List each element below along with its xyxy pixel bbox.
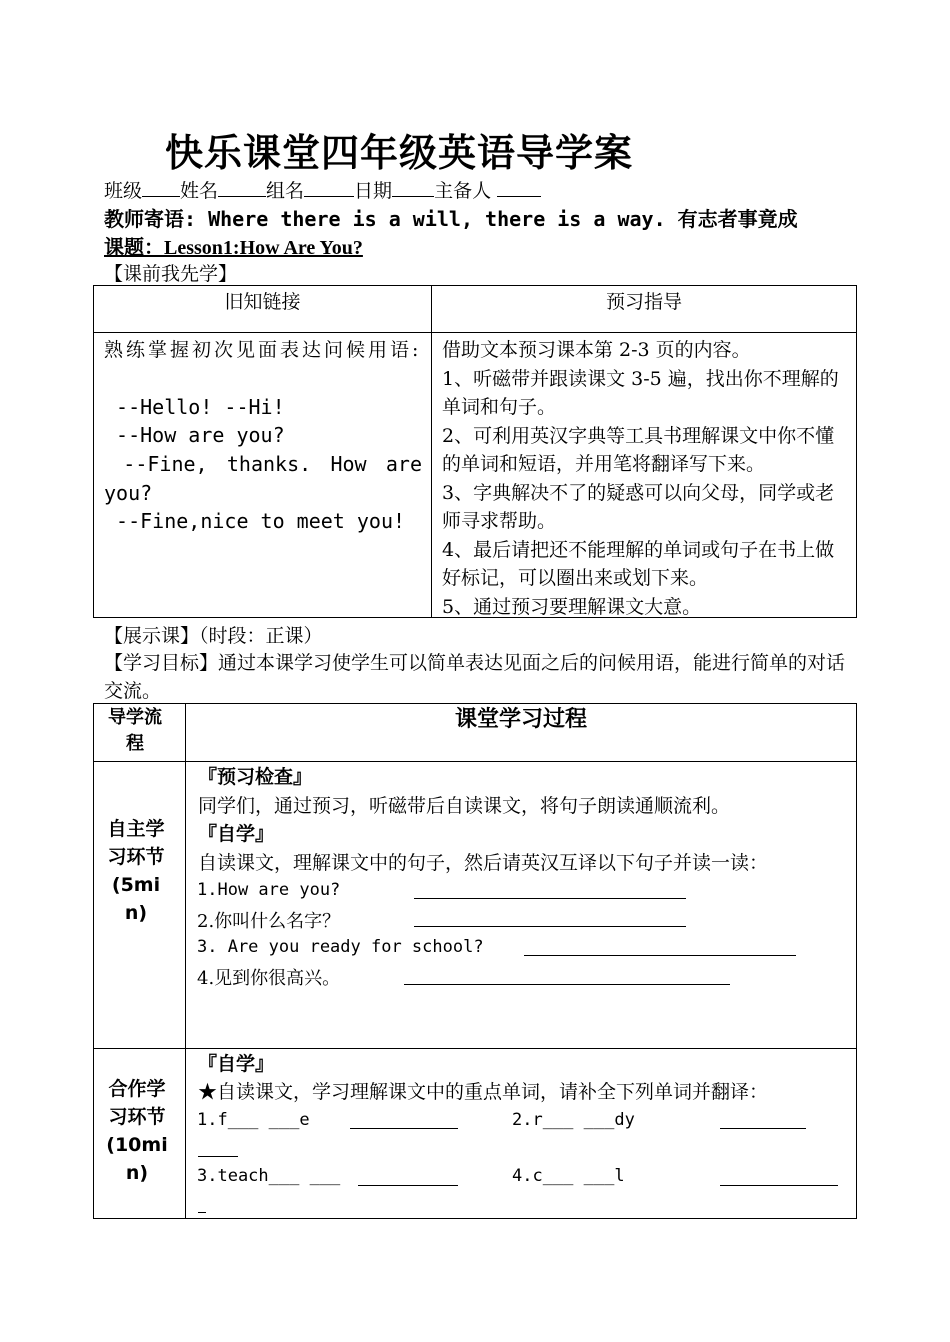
preview-guide-header: 预习指导 xyxy=(605,291,682,313)
lesson-section-label: 【展示课】（时段：正课） xyxy=(104,625,323,647)
translate-item: 2.你叫什么名字？ xyxy=(197,911,341,932)
preview-check-title: 『预习检查』 xyxy=(198,766,313,788)
guide-text xyxy=(442,336,850,621)
dialogue-line: --Fine, thanks. How are you? xyxy=(104,452,422,505)
answer-line[interactable] xyxy=(198,1212,206,1213)
self-study-text: 自读课文，理解课文中的句子，然后请英汉互译以下句子并读一读： xyxy=(198,852,769,874)
translate-item: 4.见到你很高兴。 xyxy=(197,968,341,989)
word-item: 4.c___ ___l xyxy=(512,1166,625,1186)
guide-step: 4、最后请把还不能理解的单词或句子在书上做好标记，可以圈出来或划下来。 xyxy=(442,538,835,589)
answer-line[interactable] xyxy=(524,955,796,956)
answer-line[interactable] xyxy=(414,898,686,899)
page-title: 快乐课堂四年级英语导学案 xyxy=(165,130,634,175)
word-item: 3.teach___ ___ xyxy=(197,1166,341,1186)
dialogue-line: --How are you? xyxy=(116,423,285,447)
teacher-motto: 教师寄语: Where there is a will, there is a way. 有志者事竟成 xyxy=(104,207,798,231)
guide-step: 5、通过预习要理解课文大意。 xyxy=(442,595,702,618)
answer-line[interactable] xyxy=(198,1156,238,1157)
translate-item: 1.How are you? xyxy=(197,880,341,900)
class-label: 班级 xyxy=(104,180,143,202)
answer-line[interactable] xyxy=(720,1185,838,1186)
preview-section-label: 【课前我先学】 xyxy=(104,263,238,285)
guide-step: 借助文本预习课本第 2-3 页的内容。 xyxy=(442,339,751,361)
group-label: 组名 xyxy=(266,180,305,202)
class-blank[interactable] xyxy=(142,178,180,197)
preparer-blank[interactable] xyxy=(497,178,541,197)
self-study-title: 『自学』 xyxy=(198,823,275,845)
name-blank[interactable] xyxy=(218,178,266,197)
word-item: 1.f___ ___e xyxy=(197,1110,310,1130)
date-blank[interactable] xyxy=(392,178,434,197)
answer-line[interactable] xyxy=(350,1128,458,1129)
answer-line[interactable] xyxy=(720,1128,806,1129)
dialogue-line: --Fine,nice to meet you! xyxy=(116,509,406,533)
translate-item: 3. Are you ready for school? xyxy=(197,937,484,957)
word-task: ★自读课文，学习理解课文中的重点单词，请补全下列单词并翻译： xyxy=(198,1081,769,1103)
learning-goal: 【学习目标】通过本课学习使学生可以简单表达见面之后的问候用语，能进行简单的对话交流。 xyxy=(104,652,846,702)
group-blank[interactable] xyxy=(304,178,354,197)
guide-step: 1、听磁带并跟读课文 3-5 遍，找出你不理解的单词和句子。 xyxy=(442,367,839,418)
dialogue-line: --Hello! --Hi! xyxy=(116,395,285,419)
process-header: 课堂学习过程 xyxy=(454,707,587,732)
flow-header: 导学流程 xyxy=(108,707,162,754)
guide-step: 3、字典解决不了的疑惑可以向父母，同学或老师寻求帮助。 xyxy=(442,481,835,532)
date-label: 日期 xyxy=(354,180,393,202)
self-study-stage: 自主学习环节(5min) xyxy=(107,818,165,924)
cooperative-stage: 合作学习环节(10min) xyxy=(106,1078,168,1184)
answer-line[interactable] xyxy=(358,1185,458,1186)
preparer-label: 主备人 xyxy=(434,180,492,202)
answer-line[interactable] xyxy=(414,926,686,927)
guide-step: 2、可利用英汉字典等工具书理解课文中你不懂的单词和短语，并用笔将翻译写下来。 xyxy=(442,424,835,475)
student-info-line xyxy=(104,176,541,203)
greeting-intro: 熟练掌握初次见面表达问候用语: xyxy=(104,339,422,361)
word-item: 2.r___ ___dy xyxy=(512,1110,635,1130)
old-knowledge-header: 旧知链接 xyxy=(224,291,301,313)
lesson-topic: 课题：Lesson1:How Are You? xyxy=(104,237,363,259)
preview-check-text: 同学们，通过预习，听磁带后自读课文，将句子朗读通顺流利。 xyxy=(198,795,731,817)
name-label: 姓名 xyxy=(180,180,219,202)
answer-line[interactable] xyxy=(404,984,730,985)
self-study-title-2: 『自学』 xyxy=(198,1053,275,1075)
